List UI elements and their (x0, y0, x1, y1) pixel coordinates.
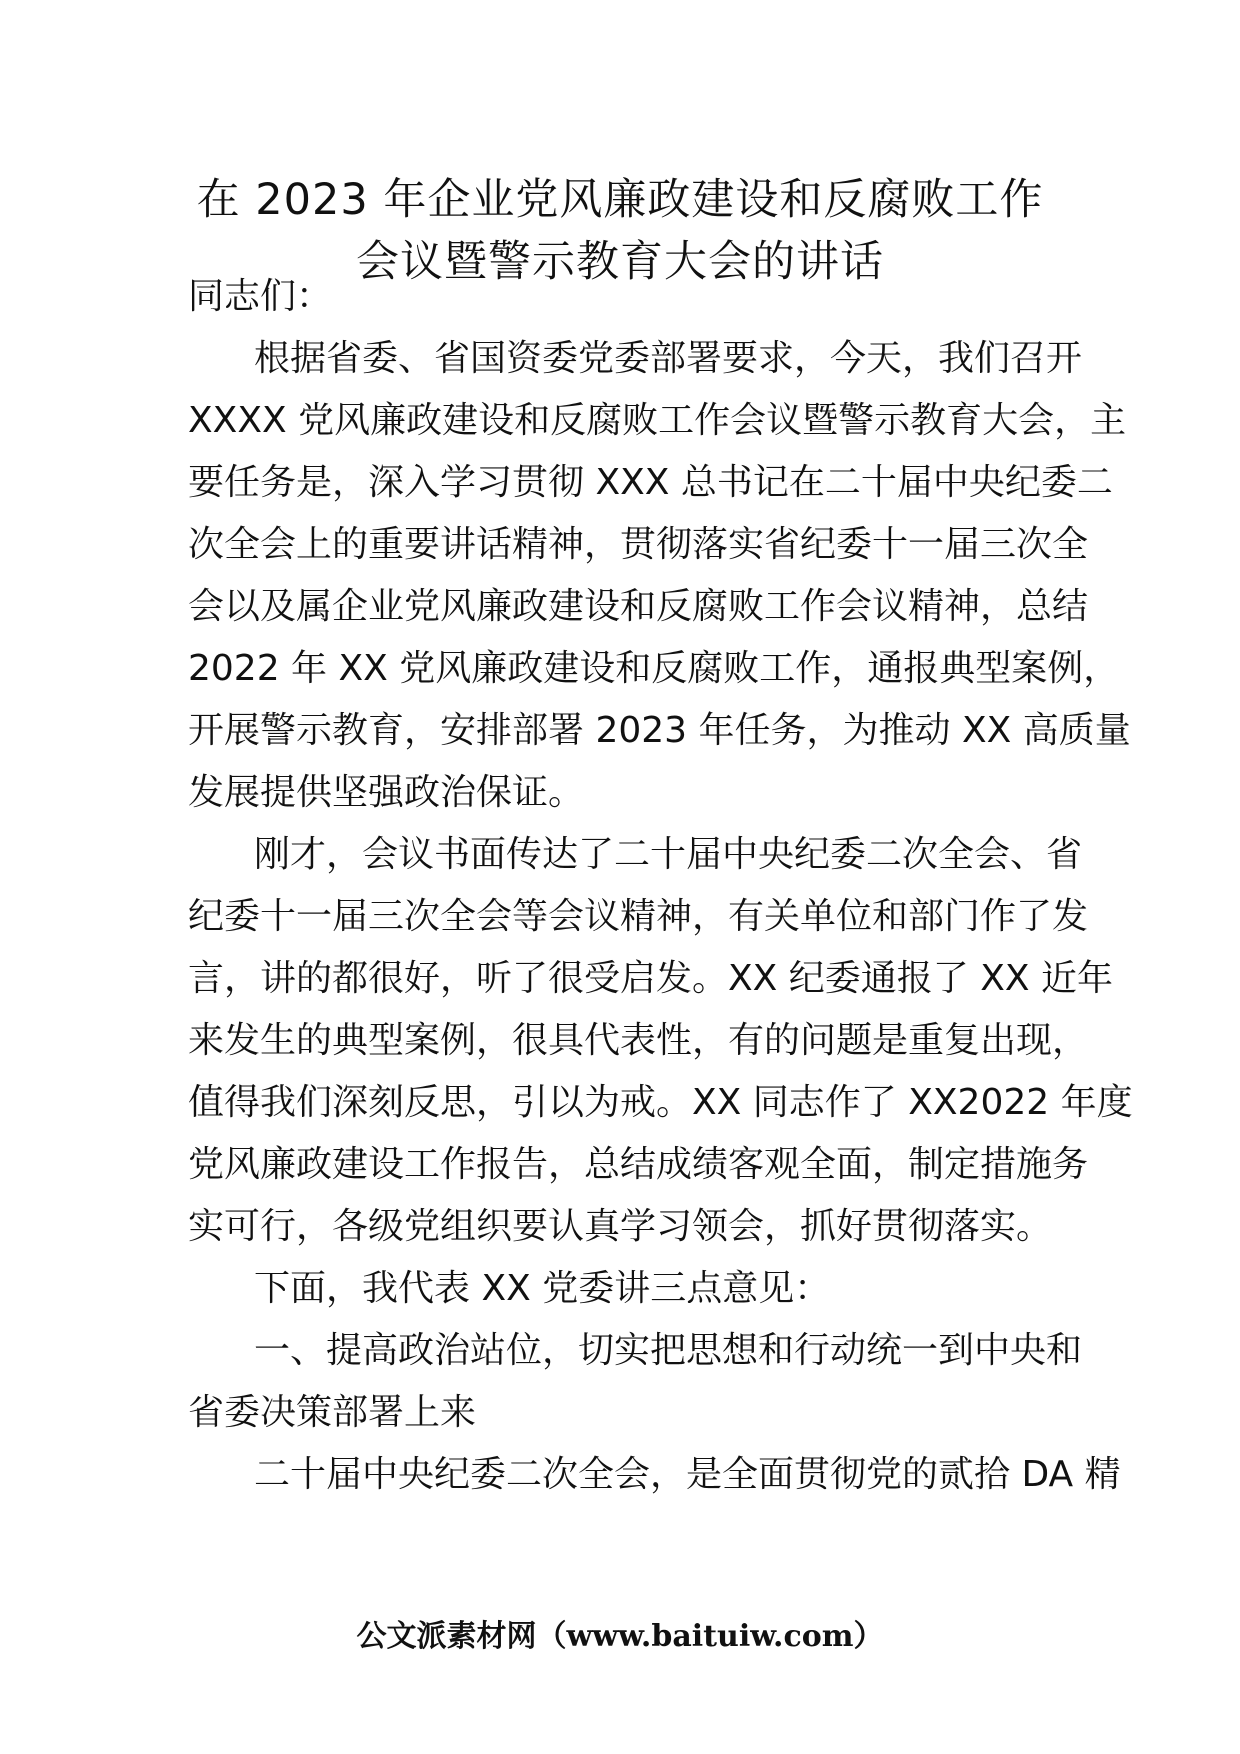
paragraph-1-line-5: 会以及属企业党风廉政建设和反腐败工作会议精神，总结 (188, 586, 1089, 627)
section-heading-line-1: 一、提高政治站位，切实把思想和行动统一到中央和 (254, 1330, 1083, 1371)
footer-watermark: 公文派素材网（www.baituiw.com） (356, 1619, 884, 1654)
paragraph-4-line-1: 二十届中央纪委二次全会，是全面贯彻党的贰拾 DA 精 (254, 1454, 1121, 1495)
salutation: 同志们： (188, 276, 333, 317)
document-title-line-2: 会议暨警示教育大会的讲话 (356, 237, 884, 287)
paragraph-1-line-4: 次全会上的重要讲话精神，贯彻落实省纪委十一届三次全 (188, 524, 1089, 565)
paragraph-2-line-7: 实可行，各级党组织要认真学习领会，抓好贯彻落实。 (188, 1206, 1053, 1247)
paragraph-2-line-6: 党风廉政建设工作报告，总结成绩客观全面，制定措施务 (188, 1144, 1089, 1185)
paragraph-1-line-6: 2022 年 XX 党风廉政建设和反腐败工作，通报典型案例， (188, 648, 1120, 689)
paragraph-1-line-1: 根据省委、省国资委党委部署要求，今天，我们召开 (254, 338, 1083, 379)
paragraph-3-line-1: 下面，我代表 XX 党委讲三点意见： (254, 1268, 831, 1309)
paragraph-2-line-5: 值得我们深刻反思，引以为戒。XX 同志作了 XX2022 年度 (188, 1082, 1133, 1123)
paragraph-1-line-7: 开展警示教育，安排部署 2023 年任务，为推动 XX 高质量 (188, 710, 1131, 751)
section-heading-line-2: 省委决策部署上来 (188, 1392, 477, 1433)
paragraph-1-line-3: 要任务是，深入学习贯彻 XXX 总书记在二十届中央纪委二 (188, 462, 1113, 503)
paragraph-2-line-1: 刚才，会议书面传达了二十届中央纪委二次全会、省 (254, 834, 1083, 875)
paragraph-1-line-2: XXXX 党风廉政建设和反腐败工作会议暨警示教育大会，主 (188, 400, 1127, 441)
paragraph-2-line-4: 来发生的典型案例，很具代表性，有的问题是重复出现， (188, 1020, 1089, 1061)
paragraph-1-line-8: 发展提供坚强政治保证。 (188, 772, 585, 813)
paragraph-2-line-3: 言，讲的都很好，听了很受启发。XX 纪委通报了 XX 近年 (188, 958, 1113, 999)
paragraph-2-line-2: 纪委十一届三次全会等会议精神，有关单位和部门作了发 (188, 896, 1089, 937)
document-title-line-1: 在 2023 年企业党风廉政建设和反腐败工作 (196, 175, 1044, 225)
